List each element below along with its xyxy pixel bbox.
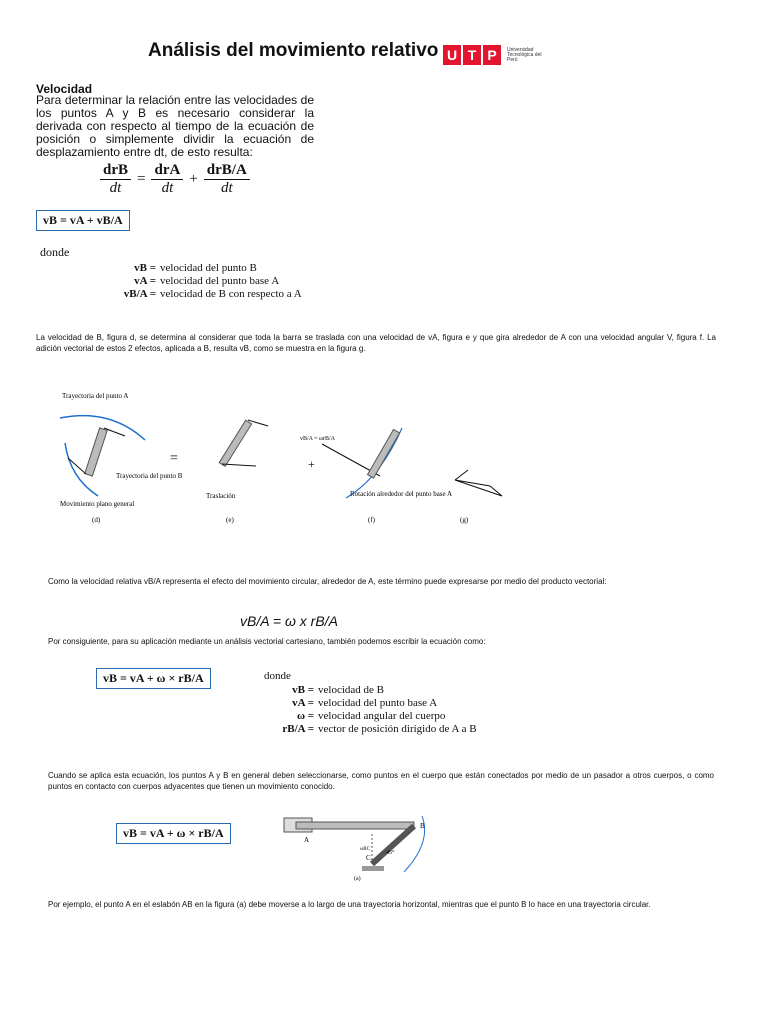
page-title: Análisis del movimiento relativo (148, 40, 439, 61)
ground-support (362, 866, 384, 871)
definition-symbol: vA = (134, 275, 156, 287)
denominator: dt (109, 180, 122, 196)
fraction (151, 162, 183, 197)
link-bc (372, 826, 414, 864)
fig-caption: (d) (92, 516, 101, 524)
vector-vb (455, 470, 468, 480)
motion-diagram (50, 388, 510, 528)
logo-letter: T (463, 45, 481, 65)
boxed-equation: vB = vA + ω × rB/A (116, 823, 231, 844)
paragraph: Por ejemplo, el punto A en el eslabón AB en la figura (a) debe moverse a lo largo de una trayectoria horizontal, mientras que el punto B lo hace en una trayectoria circular. (48, 900, 651, 909)
cross-product-equation: vB/A = ω x rB/A (240, 613, 338, 629)
logo-text: Universidad Tecnológica del Perú (507, 46, 542, 63)
fraction (204, 162, 250, 197)
definition-list (258, 684, 477, 736)
equals-sign: = (170, 451, 178, 466)
boxed-equation: vB = vA + vB/A (36, 210, 130, 231)
fig-label: Movimiento plano general (60, 500, 135, 508)
section-heading: Velocidad (36, 82, 93, 96)
definition-row (82, 275, 302, 288)
definition-text: velocidad del punto B (160, 262, 257, 274)
boxed-equation: vB = vA + ω × rB/A (96, 668, 211, 689)
bar-e (219, 420, 251, 466)
fig-caption: (a) (354, 876, 361, 882)
definition-symbol: rB/A = (282, 723, 314, 735)
fraction (100, 162, 131, 197)
derivative-equation (100, 162, 250, 197)
definition-symbol: ω = (296, 710, 314, 722)
fig-label: 45° (386, 850, 395, 856)
definition-symbol: vB/A = (123, 288, 156, 300)
link-ab (296, 822, 414, 829)
definition-symbol: vB = (292, 684, 314, 696)
numerator: drA (151, 162, 183, 180)
definition-symbol: vB = (134, 262, 156, 274)
denominator: dt (161, 180, 174, 196)
plus-sign: + (189, 171, 198, 187)
fig-caption: (e) (226, 516, 234, 524)
fig-label: Trayectoria del punto A (62, 392, 129, 400)
paragraph: Cuando se aplica esta ecuación, los puntos A y B en general deben seleccionarse, como puntos en el cuerpo que están conectados por medio de un pasador a otros cuerpos, o como puntos en contacto con cuerpos adyacentes que tienen un movimiento conocido. (48, 771, 714, 791)
fig-label: vB/A = ωrB/A (300, 436, 336, 442)
definition-text: velocidad de B con respecto a A (160, 288, 302, 300)
donde-label: donde (264, 670, 291, 682)
paragraph: La velocidad de B, figura d, se determina al considerar que toda la barra se traslada con una velocidad de vA, figura e y que gira alrededor de A con una velocidad angular V, figura f. La adición vectorial de estos 2 efectos, aplicada a B, resulta vB, como se muestra en la figura g. (36, 333, 716, 353)
fig-label: C (366, 854, 371, 862)
definition-row (82, 262, 302, 275)
arrow-vb (68, 458, 86, 474)
fig-caption: (g) (460, 516, 469, 524)
fig-label: B (420, 822, 425, 830)
definition-list (82, 262, 302, 301)
paragraph: Como la velocidad relativa vB/A representa el efecto del movimiento circular, alrededor de A, este término puede expresarse por medio del producto vectorial: (48, 577, 607, 586)
donde-label: donde (40, 245, 70, 259)
definition-text: velocidad de B (318, 684, 384, 696)
fig-caption: (f) (368, 516, 375, 524)
definition-text: velocidad angular del cuerpo (318, 710, 446, 722)
fig-label: A (304, 836, 310, 844)
definition-text: vector de posición dirigido de A a B (318, 723, 477, 735)
paragraph: Para determinar la relación entre las velocidades de los puntos A y B es necesario considerar la derivada con respecto al tiempo de la ecuación de posición o simplemente dividir la ecuación de desplazamiento entre dt, de esto resulta: (36, 93, 314, 159)
utp-logo (443, 44, 547, 66)
definition-text: velocidad del punto base A (318, 697, 438, 709)
definition-row (258, 697, 477, 710)
numerator: drB (100, 162, 131, 180)
paragraph: Por consiguiente, para su aplicación mediante un análisis vectorial cartesiano, también podemos escribir la ecuación como: (48, 637, 486, 646)
linkage-diagram (282, 812, 432, 882)
equals-sign: = (137, 171, 146, 187)
bar-d (85, 428, 107, 476)
definition-symbol: vA = (292, 697, 314, 709)
definition-row (258, 710, 477, 723)
definition-row (258, 684, 477, 697)
definition-text: velocidad del punto base A (160, 275, 280, 287)
arrow-va-bottom (222, 464, 256, 466)
fig-label: Rotación alrededor del punto base A (350, 490, 453, 498)
fig-label: Traslación (206, 492, 236, 500)
bar-f (368, 429, 400, 478)
numerator: drB/A (204, 162, 250, 180)
fig-label: ωBC (360, 847, 370, 852)
definition-row (258, 723, 477, 736)
definition-row (82, 288, 302, 301)
fig-label: Trayectoria del punto B (116, 472, 183, 480)
vector-triangle (455, 480, 502, 496)
plus-sign: + (308, 457, 315, 471)
logo-letter: U (443, 45, 461, 65)
logo-letter: P (483, 45, 501, 65)
denominator: dt (220, 180, 233, 196)
